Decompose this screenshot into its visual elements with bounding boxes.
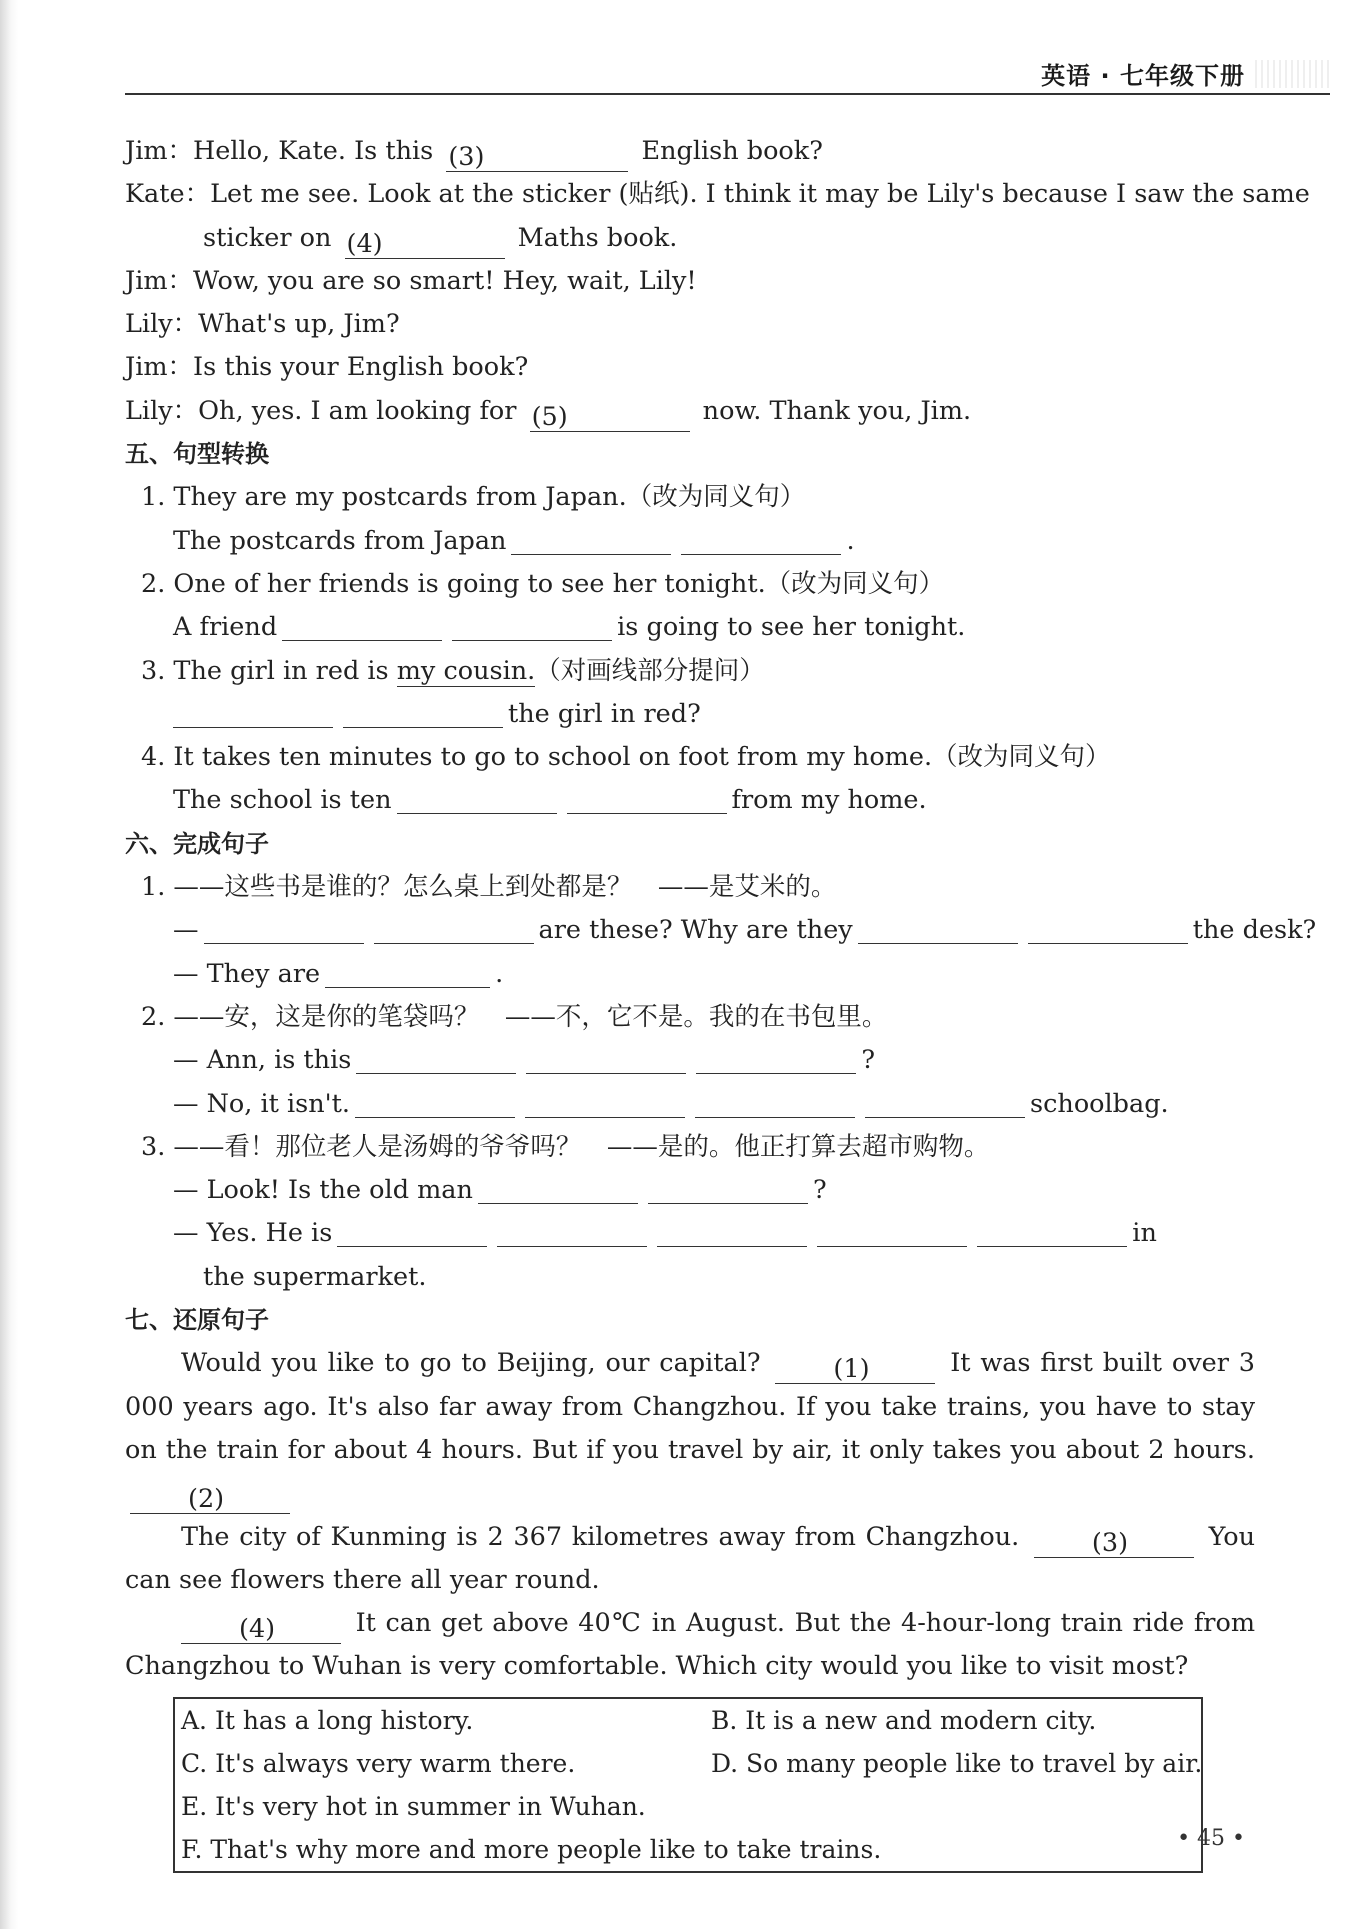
dialogue-text: Jim：Hello, Kate. Is this bbox=[125, 136, 442, 166]
answer-line bbox=[125, 606, 1255, 649]
answer-blank[interactable] bbox=[526, 1043, 686, 1074]
dialogue-text: now. Thank you, Jim. bbox=[694, 395, 972, 426]
answer-blank[interactable] bbox=[343, 697, 503, 728]
answer-prompt: schoolbag. bbox=[1030, 1088, 1169, 1119]
answer-prompt: — Ann, is this bbox=[173, 1045, 352, 1076]
dialogue-text: Jim：Wow, you are so smart! Hey, wait, Lily! bbox=[125, 265, 697, 296]
passage-text: Would you like to go to Beijing, our capital? bbox=[181, 1348, 771, 1379]
answer-blank[interactable]: (3) bbox=[1034, 1528, 1194, 1558]
dialogue-line bbox=[125, 217, 1255, 260]
dialogue-line bbox=[125, 303, 1255, 346]
answer-blank[interactable] bbox=[374, 913, 534, 944]
answer-prompt: . bbox=[495, 958, 504, 989]
passage-paragraph bbox=[125, 1516, 1255, 1603]
answer-blank[interactable] bbox=[511, 524, 671, 555]
answer-blank[interactable] bbox=[681, 524, 841, 555]
question-text: 1. They are my postcards from Japan.（改为同义句） bbox=[141, 482, 806, 513]
answer-prompt: — They are bbox=[173, 958, 321, 989]
page-body bbox=[125, 130, 1317, 1873]
answer-line bbox=[125, 1039, 1255, 1082]
question-text: 3. ——看！那位老人是汤姆的爷爷吗？ ——是的。他正打算去超市购物。 bbox=[141, 1131, 990, 1162]
answer-prompt: is going to see her tonight. bbox=[617, 612, 966, 643]
answer-line bbox=[125, 953, 1255, 996]
answer-blank[interactable] bbox=[1028, 913, 1188, 944]
scan-edge-shadow bbox=[0, 0, 18, 1929]
header-rule bbox=[125, 93, 1330, 95]
passage-text: It can get above 40℃ in August. But the 4-hour-long train ride from Changzhou to Wuhan is very comfortable. Which city would you like to visit most? bbox=[125, 1608, 1255, 1682]
answer-prompt: — Look! Is the old man bbox=[173, 1175, 473, 1206]
answer-prompt: — bbox=[173, 915, 199, 946]
dialogue-text: Maths book. bbox=[509, 222, 678, 253]
answer-prompt: from my home. bbox=[731, 785, 927, 816]
passage-paragraph bbox=[125, 1342, 1255, 1515]
answer-prompt: are these? Why are they bbox=[538, 915, 853, 946]
answer-prompt: the girl in red? bbox=[508, 698, 701, 729]
dialogue-line bbox=[125, 390, 1255, 433]
answer-blank[interactable]: (4) bbox=[345, 229, 505, 259]
dialogue-text: sticker on bbox=[203, 222, 340, 253]
answer-line bbox=[125, 520, 1255, 563]
answer-blank[interactable] bbox=[452, 610, 612, 641]
dialogue-line bbox=[125, 260, 1255, 303]
answer-blank[interactable]: (5) bbox=[530, 402, 690, 432]
page-header-title: 英语 · 七年级下册 bbox=[1041, 62, 1245, 90]
section-heading-7: 七、还原句子 bbox=[125, 1306, 269, 1335]
answer-prompt: The school is ten bbox=[173, 785, 392, 816]
answer-line bbox=[125, 1169, 1255, 1212]
answer-line bbox=[125, 1212, 1255, 1255]
answer-blank[interactable] bbox=[325, 957, 490, 988]
page-number: • 45 • bbox=[1177, 1826, 1245, 1851]
answer-blank[interactable] bbox=[865, 1087, 1025, 1118]
answer-prompt: in bbox=[1132, 1218, 1157, 1249]
question-text: 4. It takes ten minutes to go to school on foot from my home.（改为同义句） bbox=[141, 742, 1111, 773]
passage-text: It was first built over 3 000 years ago. It's also far away from Changzhou. If you take trains, you have to stay on the train for about 4 hours. But if you travel by air, it only takes you about 2 hours. bbox=[125, 1348, 1256, 1465]
answer-blank[interactable] bbox=[657, 1216, 807, 1247]
options-box bbox=[173, 1697, 1203, 1873]
answer-blank[interactable]: (1) bbox=[775, 1354, 935, 1384]
passage-paragraph bbox=[125, 1602, 1255, 1689]
answer-prompt: . bbox=[846, 525, 855, 556]
answer-blank[interactable] bbox=[355, 1087, 515, 1118]
question-part: 3. The girl in red is bbox=[141, 655, 397, 686]
section-heading-6: 六、完成句子 bbox=[125, 829, 269, 858]
answer-blank[interactable] bbox=[648, 1173, 808, 1204]
options-row bbox=[181, 1742, 1203, 1785]
answer-prompt: ? bbox=[812, 1175, 827, 1206]
answer-blank[interactable] bbox=[696, 1043, 856, 1074]
answer-line bbox=[125, 1083, 1255, 1126]
answer-prompt: ? bbox=[861, 1045, 876, 1076]
option-e: E. It's very hot in summer in Wuhan. bbox=[181, 1791, 646, 1821]
answer-blank[interactable] bbox=[282, 610, 442, 641]
answer-line: the supermarket. bbox=[203, 1261, 427, 1292]
answer-blank[interactable] bbox=[695, 1087, 855, 1118]
answer-blank[interactable]: (4) bbox=[181, 1614, 341, 1644]
option-b: B. It is a new and modern city. bbox=[711, 1705, 1097, 1735]
dialogue-line bbox=[125, 130, 1255, 173]
header-decoration bbox=[1255, 60, 1330, 88]
options-row bbox=[181, 1699, 1195, 1742]
answer-prompt: The postcards from Japan bbox=[173, 525, 507, 556]
dialogue-text: English book? bbox=[633, 136, 823, 166]
option-f: F. That's why more and more people like to take trains. bbox=[181, 1834, 882, 1864]
answer-blank[interactable] bbox=[497, 1216, 647, 1247]
option-d: D. So many people like to travel by air. bbox=[711, 1748, 1203, 1778]
answer-line bbox=[125, 779, 1255, 822]
answer-blank[interactable] bbox=[567, 783, 727, 814]
answer-blank[interactable] bbox=[204, 913, 364, 944]
section-heading-5: 五、句型转换 bbox=[125, 440, 269, 469]
answer-blank[interactable]: (3) bbox=[446, 142, 628, 172]
passage-text: The city of Kunming is 2 367 kilometres away from Changzhou. bbox=[181, 1521, 1029, 1552]
answer-blank[interactable] bbox=[173, 697, 333, 728]
option-c: C. It's always very warm there. bbox=[181, 1748, 576, 1778]
answer-line bbox=[125, 693, 1255, 736]
dialogue-text: Kate：Let me see. Look at the sticker (贴纸). I think it may be Lily's because I saw the same bbox=[125, 179, 1310, 210]
answer-blank[interactable] bbox=[356, 1043, 516, 1074]
answer-blank[interactable] bbox=[817, 1216, 967, 1247]
options-row bbox=[181, 1785, 1195, 1828]
question-part: （对画线部分提问） bbox=[535, 655, 765, 686]
dialogue-line bbox=[125, 346, 1255, 389]
question-text: 1. ——这些书是谁的？怎么桌上到处都是？ ——是艾米的。 bbox=[141, 872, 837, 903]
dialogue-text: Lily：What's up, Jim? bbox=[125, 309, 400, 340]
answer-prompt: A friend bbox=[173, 612, 278, 643]
answer-blank[interactable] bbox=[525, 1087, 685, 1118]
dialogue-text: Jim：Is this your English book? bbox=[125, 352, 529, 383]
answer-blank[interactable] bbox=[397, 783, 557, 814]
question-text: 2. ——安，这是你的笔袋吗？ ——不，它不是。我的在书包里。 bbox=[141, 1001, 888, 1032]
answer-line bbox=[125, 909, 1317, 952]
underlined-part: my cousin. bbox=[396, 655, 536, 686]
dialogue-line bbox=[125, 173, 1310, 216]
dialogue-text: Lily：Oh, yes. I am looking for bbox=[125, 395, 525, 426]
answer-prompt: — Yes. He is bbox=[173, 1218, 333, 1249]
answer-blank[interactable] bbox=[478, 1173, 638, 1204]
answer-blank[interactable] bbox=[337, 1216, 487, 1247]
options-row bbox=[181, 1828, 1195, 1871]
option-a: A. It has a long history. bbox=[181, 1705, 474, 1735]
question-text: 2. One of her friends is going to see her tonight.（改为同义句） bbox=[141, 568, 945, 599]
passage-text: You can see flowers there all year round. bbox=[125, 1521, 1256, 1595]
question-text bbox=[125, 650, 1255, 693]
answer-prompt: the desk? bbox=[1192, 915, 1317, 946]
answer-blank[interactable] bbox=[858, 913, 1018, 944]
answer-blank[interactable]: (2) bbox=[130, 1484, 290, 1514]
answer-blank[interactable] bbox=[977, 1216, 1127, 1247]
answer-prompt: — No, it isn't. bbox=[173, 1088, 351, 1119]
